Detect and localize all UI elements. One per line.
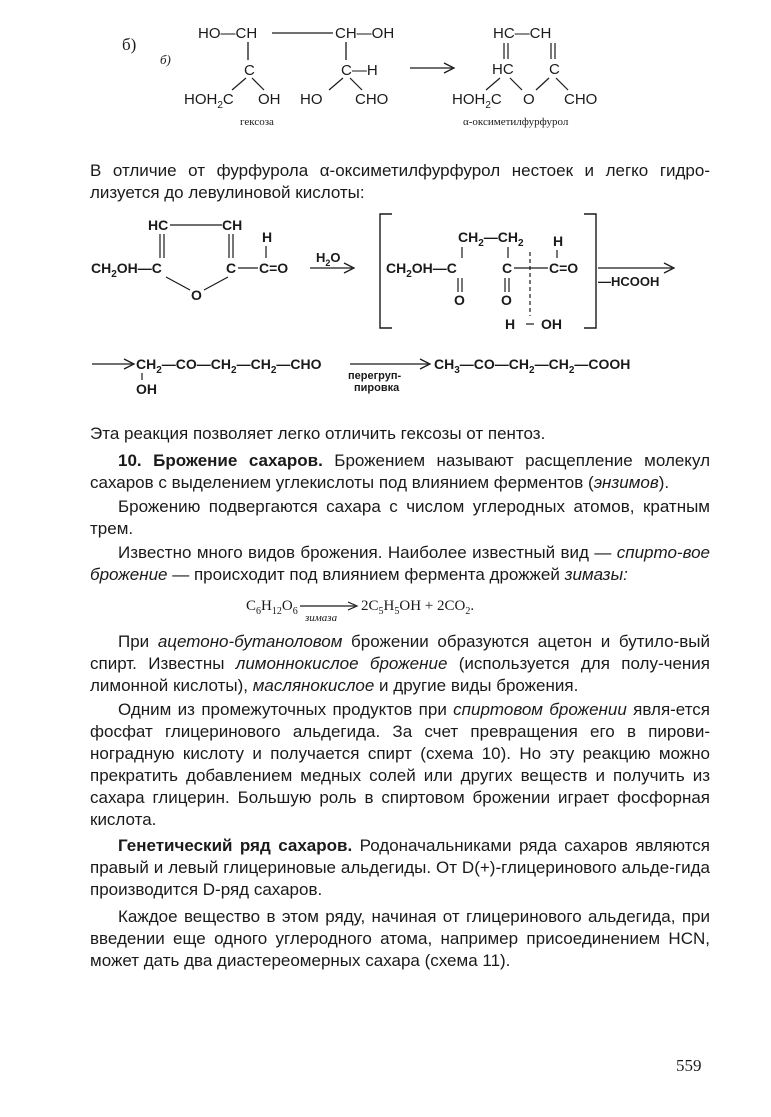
hexose-c-lower-left: C <box>244 62 255 79</box>
section-heading-genetic-series: Генетический ряд сахаров. <box>118 836 353 855</box>
intermediate-chain: $CH_2—CO—CH_2—CH_2—CHO$ <box>136 356 322 376</box>
product-caption: α-оксиметилфурфурол <box>463 116 569 128</box>
scheme-label: б) <box>122 35 137 54</box>
bracket-top-chain: $CH_2—CH_2$ <box>458 229 524 249</box>
hexose-caption: гексоза <box>240 116 274 128</box>
product-cho: CHO <box>564 91 598 108</box>
intro-paragraph: В отличие от фурфурола α-оксиметилфурфурол нестоек и легко гидро-лизуется до левулиновой кислоты: <box>90 161 710 202</box>
paragraph-fermentation-types: Известно много видов брожения. Наиболее известный вид — спирто-вое брожение — происходит под влиянием фермента дрожжей зимазы: <box>90 543 710 584</box>
bracket-oh: OH <box>541 316 562 332</box>
aldehyde-c-o: C=O <box>259 260 289 276</box>
ring-c-right: C <box>226 260 237 276</box>
left-substituent: $CH_2OH—C$ <box>91 260 162 280</box>
page-number: 559 <box>676 1056 702 1075</box>
intermediate-oh: OH <box>136 381 157 397</box>
hexose-c-right: CH—OH <box>335 25 395 42</box>
product-mid-right: C <box>549 61 560 78</box>
bracket-main-c3: C=O <box>549 260 579 276</box>
aldehyde-h: H <box>262 229 273 245</box>
ring-top-left: HC <box>148 217 169 233</box>
paragraph-other-fermentations: При ацетоно-бутаноловом брожении образуются ацетон и бутило-вый спирт. Известны лимоннокислое брожение (используется для полу-чения лимонной кислоты), маслянокислое и другие виды брожения. <box>90 632 711 695</box>
equation-reactant: $C_6H_{12}O_6$ <box>246 598 298 617</box>
product-mid-left: HC <box>492 61 514 78</box>
bracket-main-c2: C <box>502 260 513 276</box>
paragraph-diastereomers: Каждое вещество в этом ряду, начиная от глицеринового альдегида, при введении еще одного углеродного атома, например присоединением HCN, может дать два диастереомерных сахара (схема 11). <box>90 907 710 970</box>
bracket-main-left: $CH_2OH—C$ <box>386 260 457 280</box>
hexose-oh: OH <box>258 91 281 108</box>
rearrangement-label-top: перегруп- <box>348 370 402 382</box>
bracket-top-h: H <box>553 233 564 249</box>
scheme-label-small: б) <box>160 52 171 67</box>
scheme-b-hexose-to-oxymethylfurfural <box>0 0 771 140</box>
hexose-sub-left: $HOH_2C$ <box>184 91 234 111</box>
hexose-ho: HO <box>300 91 323 108</box>
ring-oxygen: O <box>191 287 202 303</box>
bracket-o1: O <box>454 292 465 308</box>
paragraph-intermediate-products: Одним из промежуточных продуктов при спиртовом брожении явля-ется фосфат глицеринового альдегида. За счет превращения его в пирови-ноградную кислоту и получается спирт (схема 10). Но эту реакцию можно прекратить добавлением медных солей или других веществ и получить из сахара глицерин. Большую роль в спиртовом брожении играет фосфорная кислота. <box>90 700 710 829</box>
paragraph-hexose-pentose: Эта реакция позволяет легко отличить гексозы от пентоз. <box>90 424 546 443</box>
rearrangement-label-bottom: пировка <box>354 382 400 394</box>
product-bot-left: $HOH_2C$ <box>452 91 502 111</box>
equation-products: $2C_5H_5OH + 2CO_2$. <box>361 598 475 617</box>
hexose-cho: CHO <box>355 91 389 108</box>
scheme-hydrolysis-levulinic <box>0 200 771 400</box>
paragraph-fermentable-sugars: Брожению подвергаются сахара с числом углеродных атомов, кратным трем. <box>90 497 710 538</box>
reagent-water: $H_2O$ <box>316 250 341 268</box>
paragraph-fermentation-heading: 10. Брожение сахаров. Брожением называют расщепление молекул сахаров с выделением углекислоты под влиянием ферментов (энзимов). <box>90 451 710 492</box>
hexose-c-lower-right: C—H <box>341 62 378 79</box>
product-ring-o: O <box>523 91 535 108</box>
section-heading-fermentation: 10. Брожение сахаров. <box>118 451 323 470</box>
equation-catalyst: зимаза <box>305 612 338 624</box>
hexose-c-left: HO—CH <box>198 25 258 42</box>
bracket-right <box>584 214 596 328</box>
paragraph-genetic-series: Генетический ряд сахаров. Родоначальниками ряда сахаров являются правый и левый глицериновые альдегиды. От D(+)-глицеринового альде-гида производится D-ряд сахаров. <box>90 836 710 899</box>
product-top: HC—CH <box>493 25 552 42</box>
equation-alcohol-fermentation <box>0 588 771 628</box>
bracket-o2: O <box>501 292 512 308</box>
ring-top-right: CH <box>222 217 243 233</box>
levulinic-acid: $CH_3—CO—CH_2—CH_2—COOH$ <box>434 356 631 376</box>
bracket-h: H <box>505 316 516 332</box>
minus-hcooh: —HCOOH <box>598 274 660 289</box>
